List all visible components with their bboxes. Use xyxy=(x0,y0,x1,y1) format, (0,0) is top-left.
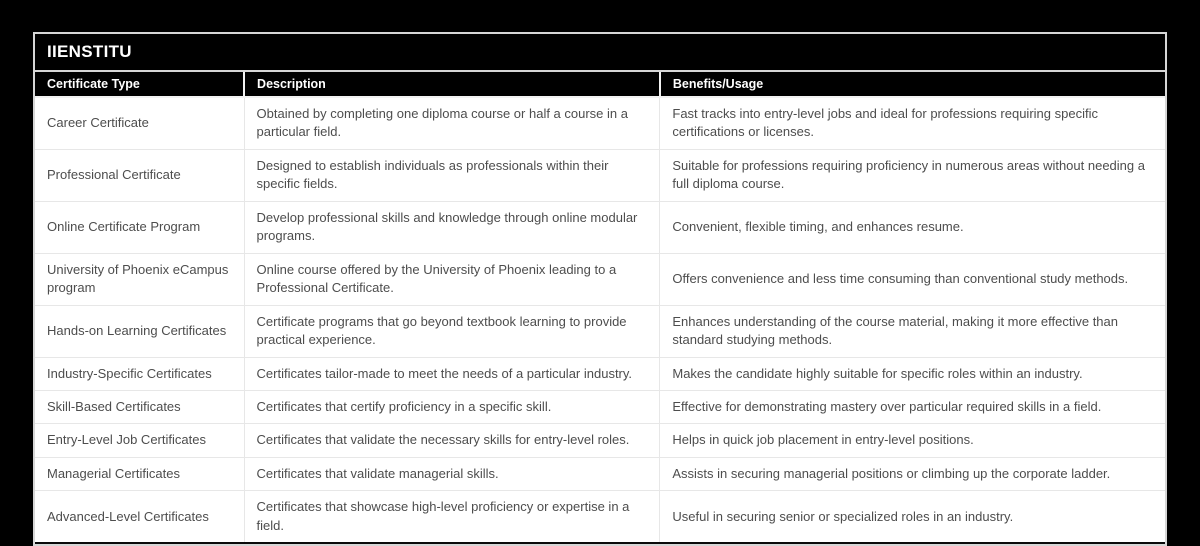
table-row xyxy=(35,149,1165,201)
cell-certificate-type: Online Certificate Program xyxy=(35,201,244,253)
cell-description: Online course offered by the University of Phoenix leading to a Professional Certificate. xyxy=(244,253,660,305)
table-row xyxy=(35,305,1165,357)
table-row xyxy=(35,97,1165,149)
cell-description: Certificate programs that go beyond textbook learning to provide practical experience. xyxy=(244,305,660,357)
cell-description: Certificates that showcase high-level proficiency or expertise in a field. xyxy=(244,491,660,543)
card-title-bar xyxy=(35,34,1165,72)
cell-benefits: Convenient, flexible timing, and enhances resume. xyxy=(660,201,1165,253)
cell-certificate-type: Hands-on Learning Certificates xyxy=(35,305,244,357)
cell-benefits: Helps in quick job placement in entry-level positions. xyxy=(660,424,1165,457)
cell-certificate-type: Career Certificate xyxy=(35,97,244,149)
table-row xyxy=(35,491,1165,543)
cell-description: Designed to establish individuals as professionals within their specific fields. xyxy=(244,149,660,201)
cell-description: Certificates that validate managerial skills. xyxy=(244,457,660,490)
cell-certificate-type: Industry-Specific Certificates xyxy=(35,357,244,390)
table-row xyxy=(35,390,1165,423)
cell-description: Certificates that validate the necessary skills for entry-level roles. xyxy=(244,424,660,457)
cell-certificate-type: Professional Certificate xyxy=(35,149,244,201)
certificates-card xyxy=(33,32,1167,546)
cell-benefits: Offers convenience and less time consuming than conventional study methods. xyxy=(660,253,1165,305)
cell-description: Obtained by completing one diploma course or half a course in a particular field. xyxy=(244,97,660,149)
table-row xyxy=(35,357,1165,390)
table-row xyxy=(35,424,1165,457)
table-row xyxy=(35,253,1165,305)
cell-description: Certificates that certify proficiency in a specific skill. xyxy=(244,390,660,423)
certificates-table xyxy=(35,72,1165,544)
cell-benefits: Useful in securing senior or specialized roles in an industry. xyxy=(660,491,1165,543)
cell-benefits: Effective for demonstrating mastery over particular required skills in a field. xyxy=(660,390,1165,423)
column-header-benefits: Benefits/Usage xyxy=(660,72,1165,97)
cell-benefits: Enhances understanding of the course material, making it more effective than standard studying methods. xyxy=(660,305,1165,357)
brand-title: IIENSTITU xyxy=(47,42,132,61)
cell-certificate-type: Skill-Based Certificates xyxy=(35,390,244,423)
cell-benefits: Fast tracks into entry-level jobs and ideal for professions requiring specific certifications or licenses. xyxy=(660,97,1165,149)
cell-benefits: Makes the candidate highly suitable for specific roles within an industry. xyxy=(660,357,1165,390)
column-header-certificate-type: Certificate Type xyxy=(35,72,244,97)
cell-certificate-type: Advanced-Level Certificates xyxy=(35,491,244,543)
column-header-description: Description xyxy=(244,72,660,97)
table-row xyxy=(35,457,1165,490)
cell-benefits: Assists in securing managerial positions or climbing up the corporate ladder. xyxy=(660,457,1165,490)
cell-description: Certificates tailor-made to meet the needs of a particular industry. xyxy=(244,357,660,390)
cell-benefits: Suitable for professions requiring proficiency in numerous areas without needing a full diploma course. xyxy=(660,149,1165,201)
table-row xyxy=(35,201,1165,253)
cell-description: Develop professional skills and knowledge through online modular programs. xyxy=(244,201,660,253)
cell-certificate-type: Managerial Certificates xyxy=(35,457,244,490)
table-header-row xyxy=(35,72,1165,97)
cell-certificate-type: University of Phoenix eCampus program xyxy=(35,253,244,305)
cell-certificate-type: Entry-Level Job Certificates xyxy=(35,424,244,457)
